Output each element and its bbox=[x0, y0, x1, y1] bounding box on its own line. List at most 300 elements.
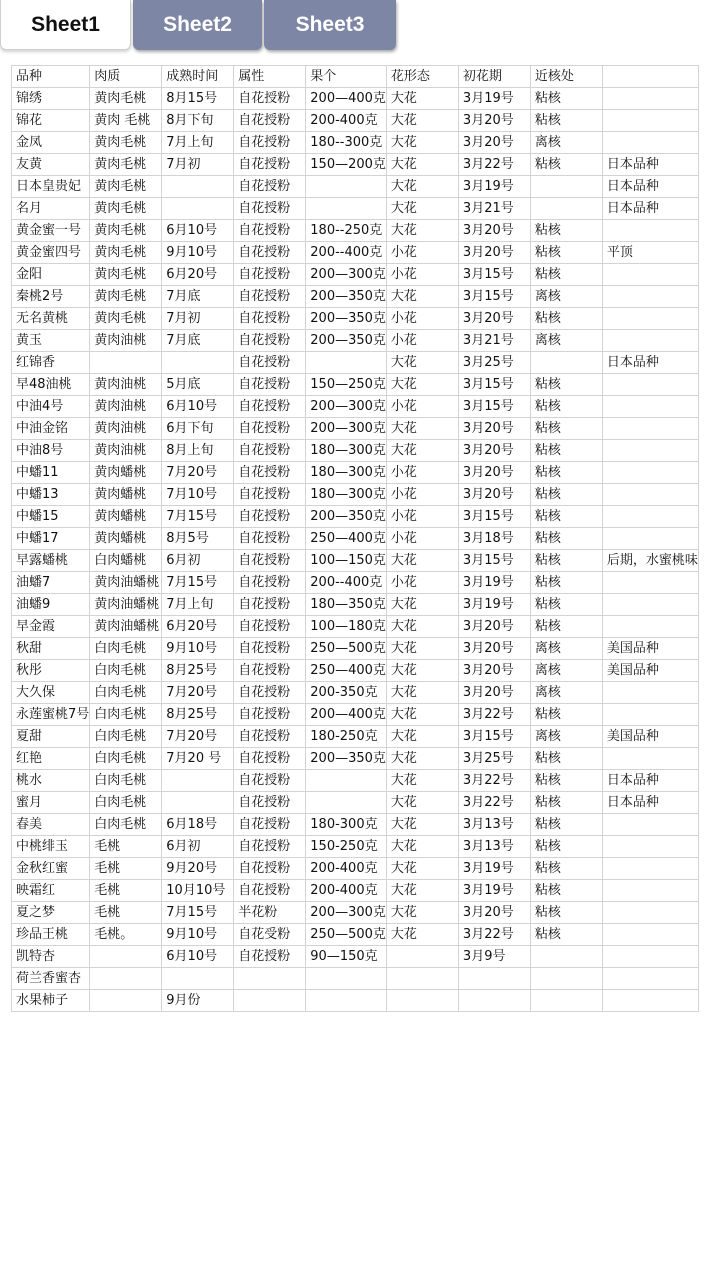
table-cell[interactable]: 大花 bbox=[386, 880, 458, 902]
table-cell[interactable]: 黄金蜜一号 bbox=[12, 220, 90, 242]
table-cell[interactable]: 180-250克 bbox=[306, 726, 387, 748]
table-cell[interactable] bbox=[602, 308, 698, 330]
table-cell[interactable]: 毛桃 bbox=[90, 902, 162, 924]
table-cell[interactable]: 粘核 bbox=[530, 748, 602, 770]
table-cell[interactable]: 离核 bbox=[530, 726, 602, 748]
table-cell[interactable]: 映霜红 bbox=[12, 880, 90, 902]
table-cell[interactable]: 中油金铭 bbox=[12, 418, 90, 440]
table-cell[interactable]: 自花受粉 bbox=[234, 924, 306, 946]
table-cell[interactable] bbox=[602, 330, 698, 352]
table-cell[interactable]: 大花 bbox=[386, 924, 458, 946]
table-cell[interactable] bbox=[602, 572, 698, 594]
table-cell[interactable]: 6月下旬 bbox=[162, 418, 234, 440]
table-cell[interactable]: 3月13号 bbox=[458, 836, 530, 858]
table-cell[interactable] bbox=[162, 968, 234, 990]
table-cell[interactable]: 小花 bbox=[386, 308, 458, 330]
table-cell[interactable]: 大久保 bbox=[12, 682, 90, 704]
table-cell[interactable]: 粘核 bbox=[530, 506, 602, 528]
table-cell[interactable]: 粘核 bbox=[530, 902, 602, 924]
table-cell[interactable] bbox=[602, 946, 698, 968]
header-cell[interactable]: 近核处 bbox=[530, 66, 602, 88]
table-cell[interactable]: 大花 bbox=[386, 198, 458, 220]
table-cell[interactable] bbox=[602, 374, 698, 396]
table-cell[interactable]: 自花授粉 bbox=[234, 176, 306, 198]
table-cell[interactable]: 8月25号 bbox=[162, 660, 234, 682]
table-cell[interactable]: 7月初 bbox=[162, 308, 234, 330]
table-cell[interactable] bbox=[90, 946, 162, 968]
table-cell[interactable]: 秋彤 bbox=[12, 660, 90, 682]
table-cell[interactable]: 白肉毛桃 bbox=[90, 726, 162, 748]
table-cell[interactable]: 200—350克 bbox=[306, 286, 387, 308]
table-cell[interactable]: 3月22号 bbox=[458, 704, 530, 726]
table-cell[interactable]: 8月15号 bbox=[162, 88, 234, 110]
table-cell[interactable]: 3月20号 bbox=[458, 440, 530, 462]
table-cell[interactable]: 中蟠15 bbox=[12, 506, 90, 528]
table-cell[interactable] bbox=[386, 946, 458, 968]
table-cell[interactable] bbox=[602, 880, 698, 902]
table-cell[interactable] bbox=[530, 198, 602, 220]
table-cell[interactable] bbox=[234, 990, 306, 1012]
table-cell[interactable]: 黄肉毛桃 bbox=[90, 264, 162, 286]
table-cell[interactable] bbox=[234, 968, 306, 990]
table-cell[interactable]: 白肉毛桃 bbox=[90, 682, 162, 704]
table-cell[interactable]: 黄肉毛桃 bbox=[90, 286, 162, 308]
table-cell[interactable]: 白肉毛桃 bbox=[90, 770, 162, 792]
table-cell[interactable]: 9月20号 bbox=[162, 858, 234, 880]
table-cell[interactable]: 日本品种 bbox=[602, 198, 698, 220]
table-cell[interactable]: 日本品种 bbox=[602, 770, 698, 792]
table-cell[interactable]: 3月20号 bbox=[458, 638, 530, 660]
table-cell[interactable]: 8月25号 bbox=[162, 704, 234, 726]
table-cell[interactable]: 自花授粉 bbox=[234, 594, 306, 616]
table-cell[interactable]: 7月20号 bbox=[162, 462, 234, 484]
table-cell[interactable]: 大花 bbox=[386, 176, 458, 198]
table-cell[interactable]: 200—300克 bbox=[306, 396, 387, 418]
table-cell[interactable]: 油蟠9 bbox=[12, 594, 90, 616]
table-cell[interactable]: 自花授粉 bbox=[234, 110, 306, 132]
table-cell[interactable]: 自花授粉 bbox=[234, 660, 306, 682]
table-cell[interactable]: 友黄 bbox=[12, 154, 90, 176]
table-cell[interactable]: 自花授粉 bbox=[234, 638, 306, 660]
table-cell[interactable]: 180-300克 bbox=[306, 814, 387, 836]
table-cell[interactable] bbox=[602, 264, 698, 286]
table-cell[interactable] bbox=[602, 968, 698, 990]
table-cell[interactable]: 3月15号 bbox=[458, 286, 530, 308]
table-cell[interactable]: 3月20号 bbox=[458, 462, 530, 484]
table-cell[interactable]: 3月25号 bbox=[458, 352, 530, 374]
tab-sheet1[interactable]: Sheet1 bbox=[0, 0, 131, 50]
table-cell[interactable]: 白肉毛桃 bbox=[90, 814, 162, 836]
table-cell[interactable]: 3月15号 bbox=[458, 506, 530, 528]
table-cell[interactable]: 6月10号 bbox=[162, 220, 234, 242]
table-cell[interactable]: 日本皇贵妃 bbox=[12, 176, 90, 198]
table-cell[interactable]: 大花 bbox=[386, 418, 458, 440]
table-cell[interactable]: 7月20号 bbox=[162, 726, 234, 748]
table-cell[interactable]: 美国品种 bbox=[602, 638, 698, 660]
table-cell[interactable]: 200-400克 bbox=[306, 858, 387, 880]
table-cell[interactable]: 黄肉毛桃 bbox=[90, 220, 162, 242]
table-cell[interactable]: 小花 bbox=[386, 264, 458, 286]
table-cell[interactable]: 3月25号 bbox=[458, 748, 530, 770]
table-cell[interactable]: 8月上旬 bbox=[162, 440, 234, 462]
table-cell[interactable]: 3月22号 bbox=[458, 792, 530, 814]
table-cell[interactable]: 早金霞 bbox=[12, 616, 90, 638]
table-cell[interactable]: 大花 bbox=[386, 726, 458, 748]
table-cell[interactable]: 大花 bbox=[386, 550, 458, 572]
table-cell[interactable]: 自花授粉 bbox=[234, 88, 306, 110]
header-cell[interactable]: 属性 bbox=[234, 66, 306, 88]
table-cell[interactable]: 粘核 bbox=[530, 616, 602, 638]
table-cell[interactable] bbox=[162, 352, 234, 374]
table-cell[interactable]: 夏甜 bbox=[12, 726, 90, 748]
table-cell[interactable]: 自花授粉 bbox=[234, 770, 306, 792]
table-cell[interactable]: 6月20号 bbox=[162, 264, 234, 286]
table-cell[interactable]: 9月10号 bbox=[162, 924, 234, 946]
table-cell[interactable] bbox=[602, 836, 698, 858]
table-cell[interactable]: 大花 bbox=[386, 440, 458, 462]
table-cell[interactable]: 200—400克 bbox=[306, 88, 387, 110]
table-cell[interactable]: 秦桃2号 bbox=[12, 286, 90, 308]
table-cell[interactable]: 黄肉油桃 bbox=[90, 330, 162, 352]
table-cell[interactable] bbox=[602, 110, 698, 132]
table-cell[interactable]: 毛桃 bbox=[90, 880, 162, 902]
table-cell[interactable]: 黄肉蟠桃 bbox=[90, 462, 162, 484]
table-cell[interactable]: 3月19号 bbox=[458, 88, 530, 110]
table-cell[interactable]: 中油4号 bbox=[12, 396, 90, 418]
table-cell[interactable]: 200—300克 bbox=[306, 418, 387, 440]
table-cell[interactable]: 3月18号 bbox=[458, 528, 530, 550]
table-cell[interactable]: 自花授粉 bbox=[234, 220, 306, 242]
table-cell[interactable]: 粘核 bbox=[530, 858, 602, 880]
table-cell[interactable]: 100—150克 bbox=[306, 550, 387, 572]
table-cell[interactable] bbox=[602, 704, 698, 726]
table-cell[interactable]: 7月上旬 bbox=[162, 594, 234, 616]
table-cell[interactable]: 黄肉毛桃 bbox=[90, 198, 162, 220]
table-cell[interactable]: 美国品种 bbox=[602, 726, 698, 748]
table-cell[interactable]: 3月22号 bbox=[458, 924, 530, 946]
table-cell[interactable] bbox=[306, 792, 387, 814]
table-cell[interactable]: 锦绣 bbox=[12, 88, 90, 110]
table-cell[interactable]: 中桃绯玉 bbox=[12, 836, 90, 858]
table-cell[interactable]: 7月底 bbox=[162, 330, 234, 352]
table-cell[interactable] bbox=[306, 352, 387, 374]
table-cell[interactable]: 7月初 bbox=[162, 154, 234, 176]
table-cell[interactable] bbox=[602, 418, 698, 440]
table-cell[interactable]: 小花 bbox=[386, 528, 458, 550]
table-cell[interactable]: 7月20 号 bbox=[162, 748, 234, 770]
table-cell[interactable]: 200--400克 bbox=[306, 572, 387, 594]
table-cell[interactable]: 自花授粉 bbox=[234, 352, 306, 374]
table-cell[interactable]: 大花 bbox=[386, 616, 458, 638]
table-cell[interactable]: 7月15号 bbox=[162, 506, 234, 528]
table-cell[interactable] bbox=[90, 990, 162, 1012]
table-cell[interactable]: 粘核 bbox=[530, 418, 602, 440]
table-cell[interactable]: 粘核 bbox=[530, 836, 602, 858]
table-cell[interactable]: 3月19号 bbox=[458, 594, 530, 616]
table-cell[interactable]: 6月初 bbox=[162, 836, 234, 858]
table-cell[interactable]: 自花授粉 bbox=[234, 682, 306, 704]
table-cell[interactable]: 250—400克 bbox=[306, 660, 387, 682]
table-cell[interactable]: 3月20号 bbox=[458, 660, 530, 682]
table-cell[interactable] bbox=[602, 748, 698, 770]
table-cell[interactable]: 日本品种 bbox=[602, 352, 698, 374]
table-cell[interactable]: 180—300克 bbox=[306, 484, 387, 506]
table-cell[interactable] bbox=[602, 594, 698, 616]
table-cell[interactable]: 粘核 bbox=[530, 792, 602, 814]
table-cell[interactable]: 自花授粉 bbox=[234, 616, 306, 638]
table-cell[interactable]: 6月18号 bbox=[162, 814, 234, 836]
table-cell[interactable]: 离核 bbox=[530, 286, 602, 308]
table-cell[interactable]: 7月15号 bbox=[162, 572, 234, 594]
table-cell[interactable]: 黄肉油蟠桃 bbox=[90, 616, 162, 638]
table-cell[interactable]: 自花授粉 bbox=[234, 484, 306, 506]
table-cell[interactable]: 200-400克 bbox=[306, 110, 387, 132]
table-cell[interactable] bbox=[458, 990, 530, 1012]
table-cell[interactable]: 毛桃 bbox=[90, 858, 162, 880]
table-cell[interactable]: 凯特杏 bbox=[12, 946, 90, 968]
table-cell[interactable]: 3月19号 bbox=[458, 572, 530, 594]
table-cell[interactable] bbox=[306, 968, 387, 990]
table-cell[interactable]: 180--250克 bbox=[306, 220, 387, 242]
table-cell[interactable]: 3月20号 bbox=[458, 616, 530, 638]
tab-sheet2[interactable]: Sheet2 bbox=[133, 0, 262, 50]
table-cell[interactable]: 白肉蟠桃 bbox=[90, 550, 162, 572]
table-cell[interactable]: 3月13号 bbox=[458, 814, 530, 836]
table-cell[interactable]: 粘核 bbox=[530, 308, 602, 330]
table-cell[interactable]: 自花授粉 bbox=[234, 374, 306, 396]
table-cell[interactable]: 自花授粉 bbox=[234, 462, 306, 484]
table-cell[interactable]: 10月10号 bbox=[162, 880, 234, 902]
table-cell[interactable]: 大花 bbox=[386, 836, 458, 858]
table-cell[interactable]: 3月19号 bbox=[458, 880, 530, 902]
table-cell[interactable]: 3月15号 bbox=[458, 396, 530, 418]
table-cell[interactable] bbox=[602, 924, 698, 946]
table-cell[interactable]: 自花授粉 bbox=[234, 242, 306, 264]
table-cell[interactable]: 自花授粉 bbox=[234, 286, 306, 308]
table-cell[interactable]: 日本品种 bbox=[602, 792, 698, 814]
table-cell[interactable]: 6月初 bbox=[162, 550, 234, 572]
table-cell[interactable] bbox=[530, 946, 602, 968]
table-cell[interactable]: 大花 bbox=[386, 88, 458, 110]
table-cell[interactable]: 黄肉蟠桃 bbox=[90, 484, 162, 506]
table-cell[interactable]: 7月10号 bbox=[162, 484, 234, 506]
table-cell[interactable] bbox=[530, 968, 602, 990]
table-cell[interactable]: 黄肉毛桃 bbox=[90, 176, 162, 198]
table-cell[interactable]: 小花 bbox=[386, 572, 458, 594]
table-cell[interactable]: 粘核 bbox=[530, 242, 602, 264]
table-cell[interactable]: 自花授粉 bbox=[234, 946, 306, 968]
table-cell[interactable]: 自花授粉 bbox=[234, 572, 306, 594]
table-cell[interactable]: 黄肉油桃 bbox=[90, 396, 162, 418]
table-cell[interactable]: 200--400克 bbox=[306, 242, 387, 264]
table-cell[interactable]: 珍品王桃 bbox=[12, 924, 90, 946]
table-cell[interactable]: 黄肉毛桃 bbox=[90, 242, 162, 264]
table-cell[interactable]: 毛桃。 bbox=[90, 924, 162, 946]
table-cell[interactable]: 150—200克 bbox=[306, 154, 387, 176]
table-cell[interactable] bbox=[162, 198, 234, 220]
table-cell[interactable] bbox=[530, 176, 602, 198]
table-cell[interactable]: 9月10号 bbox=[162, 638, 234, 660]
table-cell[interactable]: 粘核 bbox=[530, 462, 602, 484]
table-cell[interactable]: 粘核 bbox=[530, 374, 602, 396]
table-cell[interactable]: 100—180克 bbox=[306, 616, 387, 638]
table-cell[interactable] bbox=[602, 506, 698, 528]
table-cell[interactable]: 自花授粉 bbox=[234, 330, 306, 352]
table-cell[interactable] bbox=[602, 682, 698, 704]
table-cell[interactable] bbox=[458, 968, 530, 990]
table-cell[interactable]: 白肉毛桃 bbox=[90, 748, 162, 770]
table-cell[interactable]: 黄肉油桃 bbox=[90, 374, 162, 396]
table-cell[interactable]: 大花 bbox=[386, 110, 458, 132]
table-cell[interactable]: 白肉毛桃 bbox=[90, 660, 162, 682]
table-cell[interactable] bbox=[602, 88, 698, 110]
table-cell[interactable]: 250—500克 bbox=[306, 924, 387, 946]
table-cell[interactable]: 小花 bbox=[386, 462, 458, 484]
table-cell[interactable]: 自花授粉 bbox=[234, 528, 306, 550]
table-cell[interactable]: 油蟠7 bbox=[12, 572, 90, 594]
table-cell[interactable]: 200—350克 bbox=[306, 506, 387, 528]
table-cell[interactable]: 3月9号 bbox=[458, 946, 530, 968]
table-cell[interactable]: 黄肉油桃 bbox=[90, 418, 162, 440]
table-cell[interactable]: 金秋红蜜 bbox=[12, 858, 90, 880]
table-cell[interactable]: 粘核 bbox=[530, 770, 602, 792]
table-cell[interactable]: 8月下旬 bbox=[162, 110, 234, 132]
table-cell[interactable]: 黄肉油蟠桃 bbox=[90, 572, 162, 594]
table-cell[interactable]: 白肉毛桃 bbox=[90, 792, 162, 814]
table-cell[interactable]: 黄肉蟠桃 bbox=[90, 506, 162, 528]
table-cell[interactable]: 红锦香 bbox=[12, 352, 90, 374]
table-cell[interactable]: 黄肉蟠桃 bbox=[90, 528, 162, 550]
header-cell[interactable]: 花形态 bbox=[386, 66, 458, 88]
table-cell[interactable]: 黄肉毛桃 bbox=[90, 154, 162, 176]
table-cell[interactable]: 自花授粉 bbox=[234, 418, 306, 440]
table-cell[interactable] bbox=[602, 528, 698, 550]
table-cell[interactable]: 离核 bbox=[530, 660, 602, 682]
table-cell[interactable]: 黄肉油蟠桃 bbox=[90, 594, 162, 616]
table-cell[interactable]: 大花 bbox=[386, 594, 458, 616]
table-cell[interactable]: 小花 bbox=[386, 484, 458, 506]
table-cell[interactable]: 粘核 bbox=[530, 572, 602, 594]
table-cell[interactable]: 90—150克 bbox=[306, 946, 387, 968]
table-cell[interactable]: 水果柿子 bbox=[12, 990, 90, 1012]
table-cell[interactable]: 白肉毛桃 bbox=[90, 704, 162, 726]
table-cell[interactable]: 美国品种 bbox=[602, 660, 698, 682]
table-cell[interactable]: 3月20号 bbox=[458, 110, 530, 132]
table-cell[interactable] bbox=[90, 968, 162, 990]
table-cell[interactable]: 白肉毛桃 bbox=[90, 638, 162, 660]
table-cell[interactable]: 半花粉 bbox=[234, 902, 306, 924]
table-cell[interactable]: 7月底 bbox=[162, 286, 234, 308]
table-cell[interactable]: 粘核 bbox=[530, 594, 602, 616]
table-cell[interactable]: 蜜月 bbox=[12, 792, 90, 814]
table-cell[interactable]: 200—350克 bbox=[306, 308, 387, 330]
table-cell[interactable]: 春美 bbox=[12, 814, 90, 836]
table-cell[interactable]: 150-250克 bbox=[306, 836, 387, 858]
table-cell[interactable]: 大花 bbox=[386, 132, 458, 154]
table-cell[interactable]: 粘核 bbox=[530, 924, 602, 946]
table-cell[interactable]: 黄肉毛桃 bbox=[90, 308, 162, 330]
table-cell[interactable]: 黄肉 毛桃 bbox=[90, 110, 162, 132]
table-cell[interactable]: 大花 bbox=[386, 286, 458, 308]
table-cell[interactable]: 大花 bbox=[386, 704, 458, 726]
table-cell[interactable]: 粘核 bbox=[530, 154, 602, 176]
table-cell[interactable] bbox=[602, 132, 698, 154]
table-cell[interactable]: 3月20号 bbox=[458, 902, 530, 924]
table-cell[interactable]: 中蟠17 bbox=[12, 528, 90, 550]
table-cell[interactable] bbox=[602, 990, 698, 1012]
table-cell[interactable]: 6月10号 bbox=[162, 396, 234, 418]
table-cell[interactable]: 粘核 bbox=[530, 550, 602, 572]
table-cell[interactable]: 200-400克 bbox=[306, 880, 387, 902]
table-cell[interactable] bbox=[90, 352, 162, 374]
table-cell[interactable]: 3月15号 bbox=[458, 374, 530, 396]
table-cell[interactable]: 3月22号 bbox=[458, 770, 530, 792]
table-cell[interactable]: 中油8号 bbox=[12, 440, 90, 462]
table-cell[interactable] bbox=[386, 990, 458, 1012]
table-cell[interactable]: 荷兰香蜜杏 bbox=[12, 968, 90, 990]
table-cell[interactable] bbox=[602, 220, 698, 242]
table-cell[interactable]: 大花 bbox=[386, 660, 458, 682]
table-cell[interactable] bbox=[602, 286, 698, 308]
table-cell[interactable]: 自花授粉 bbox=[234, 506, 306, 528]
table-cell[interactable]: 大花 bbox=[386, 154, 458, 176]
table-cell[interactable]: 黄肉毛桃 bbox=[90, 132, 162, 154]
table-cell[interactable]: 早48油桃 bbox=[12, 374, 90, 396]
table-cell[interactable]: 秋甜 bbox=[12, 638, 90, 660]
table-cell[interactable]: 毛桃 bbox=[90, 836, 162, 858]
table-cell[interactable] bbox=[162, 176, 234, 198]
table-cell[interactable]: 大花 bbox=[386, 858, 458, 880]
table-cell[interactable]: 中蟠13 bbox=[12, 484, 90, 506]
table-cell[interactable] bbox=[602, 440, 698, 462]
table-cell[interactable]: 3月19号 bbox=[458, 176, 530, 198]
table-cell[interactable]: 大花 bbox=[386, 814, 458, 836]
table-cell[interactable]: 夏之梦 bbox=[12, 902, 90, 924]
table-cell[interactable]: 金阳 bbox=[12, 264, 90, 286]
table-cell[interactable]: 3月15号 bbox=[458, 550, 530, 572]
table-cell[interactable]: 自花授粉 bbox=[234, 154, 306, 176]
table-cell[interactable] bbox=[162, 770, 234, 792]
table-cell[interactable]: 3月20号 bbox=[458, 308, 530, 330]
table-cell[interactable]: 平顶 bbox=[602, 242, 698, 264]
table-cell[interactable]: 180—300克 bbox=[306, 462, 387, 484]
table-cell[interactable]: 小花 bbox=[386, 242, 458, 264]
header-cell[interactable]: 成熟时间 bbox=[162, 66, 234, 88]
table-cell[interactable]: 粘核 bbox=[530, 110, 602, 132]
table-cell[interactable]: 粘核 bbox=[530, 264, 602, 286]
table-cell[interactable] bbox=[530, 990, 602, 1012]
table-cell[interactable]: 后期，水蜜桃味 bbox=[602, 550, 698, 572]
table-cell[interactable]: 自花授粉 bbox=[234, 858, 306, 880]
table-cell[interactable]: 黄金蜜四号 bbox=[12, 242, 90, 264]
table-cell[interactable]: 小花 bbox=[386, 506, 458, 528]
table-cell[interactable]: 无名黄桃 bbox=[12, 308, 90, 330]
table-cell[interactable]: 粘核 bbox=[530, 88, 602, 110]
table-cell[interactable]: 8月5号 bbox=[162, 528, 234, 550]
table-cell[interactable]: 早露蟠桃 bbox=[12, 550, 90, 572]
table-cell[interactable]: 自花授粉 bbox=[234, 264, 306, 286]
table-cell[interactable] bbox=[602, 814, 698, 836]
table-cell[interactable]: 离核 bbox=[530, 132, 602, 154]
table-cell[interactable] bbox=[306, 770, 387, 792]
table-cell[interactable]: 黄肉毛桃 bbox=[90, 88, 162, 110]
table-cell[interactable]: 自花授粉 bbox=[234, 748, 306, 770]
table-cell[interactable]: 3月19号 bbox=[458, 858, 530, 880]
table-cell[interactable]: 3月22号 bbox=[458, 154, 530, 176]
table-cell[interactable]: 红艳 bbox=[12, 748, 90, 770]
table-cell[interactable]: 3月21号 bbox=[458, 330, 530, 352]
table-cell[interactable] bbox=[602, 484, 698, 506]
